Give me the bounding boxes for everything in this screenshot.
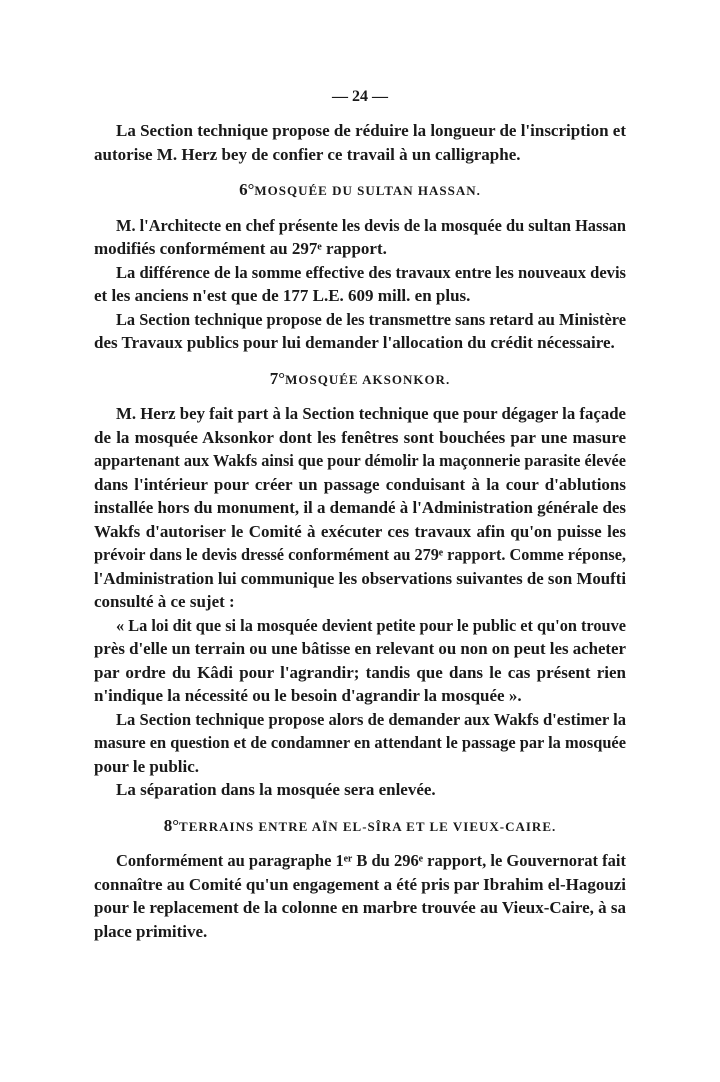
text-line: modifiés conformément au 297ᵉ rapport. xyxy=(94,239,387,258)
paragraph-line xyxy=(94,285,626,307)
text-line: La Section technique propose de réduire la longueur de l'inscription et xyxy=(116,121,626,140)
text-line: masure en question et de condamner en attendant le passage par la mosquée xyxy=(94,733,626,752)
paragraph-line xyxy=(94,921,626,943)
paragraph-line xyxy=(94,756,626,778)
text-line: pour le replacement de la colonne en marbre trouvée au Vieux-Caire, à sa xyxy=(94,898,626,917)
paragraph-first-line xyxy=(94,120,626,142)
text-line: près d'elle un terrain ou une bâtisse en relevant ou non on peut les acheter xyxy=(94,639,626,658)
section-heading xyxy=(94,368,626,390)
paragraph-first-line xyxy=(94,615,626,637)
text-line: des Travaux publics pour lui demander l'allocation du crédit nécessaire. xyxy=(94,333,615,352)
paragraph-line xyxy=(94,568,626,590)
paragraph-line xyxy=(94,144,626,166)
section-heading xyxy=(94,815,626,837)
text-line: prévoir dans le devis dressé conformément au 279ᵉ rapport. Comme réponse, xyxy=(94,545,626,564)
section-number: 6° xyxy=(239,180,255,199)
paragraph-line xyxy=(94,685,626,707)
paragraph-line xyxy=(94,591,626,613)
section-title: MOSQUÉE DU SULTAN HASSAN. xyxy=(254,183,481,198)
text-line: l'Administration lui communique les observations suivantes de son Moufti xyxy=(94,568,626,588)
text-line: Wakfs d'autoriser le Comité à exécuter ces travaux afin qu'on puisse les xyxy=(94,521,626,541)
paragraph-line xyxy=(94,638,626,660)
text-line: de la mosquée Aksonkor dont les fenêtres sont bouchées par une masure xyxy=(94,427,626,447)
section-title: TERRAINS ENTRE AÏN EL-SÎRA ET LE VIEUX-CAIRE. xyxy=(179,818,557,834)
paragraph-line xyxy=(94,238,626,260)
paragraph-line xyxy=(94,474,626,496)
section-heading xyxy=(94,179,626,201)
paragraph-line xyxy=(94,427,626,449)
text-line: dans l'intérieur pour créer un passage conduisant à la cour d'ablutions xyxy=(94,474,626,494)
section-title: MOSQUÉE AKSONKOR. xyxy=(285,371,451,387)
text-line: installée hors du monument, il a demandé à l'Administration générale des xyxy=(94,498,626,517)
section-number: 8° xyxy=(163,815,180,835)
text-line: La Section technique propose alors de demander aux Wakfs d'estimer la xyxy=(116,709,626,729)
paragraph-line xyxy=(94,732,626,754)
paragraph-first-line xyxy=(94,403,626,425)
paragraph-first-line xyxy=(94,850,626,872)
text-line: connaître au Comité qu'un engagement a été pris par Ibrahim el-Hagouzi xyxy=(94,874,626,894)
paragraph-first-line xyxy=(94,262,626,284)
text-line: n'indique la nécessité ou le besoin d'agrandir la mosquée ». xyxy=(94,686,522,705)
text-line: M. Herz bey fait part à la Section technique que pour dégager la façade xyxy=(116,404,626,423)
paragraph-line xyxy=(94,544,626,566)
text-line: La Section technique propose de les transmettre sans retard au Ministère xyxy=(116,309,626,329)
paragraph-line xyxy=(94,332,626,354)
text-line: La séparation dans la mosquée sera enlevée. xyxy=(116,780,436,799)
paragraph-first-line xyxy=(94,709,626,731)
text-line: M. l'Architecte en chef présente les devis de la mosquée du sultan Hassan xyxy=(116,215,626,235)
paragraph-line xyxy=(94,521,626,543)
paragraph-first-line xyxy=(94,215,626,237)
paragraph-line xyxy=(94,874,626,896)
paragraph-first-line xyxy=(94,779,626,801)
page-number: — 24 — xyxy=(332,88,388,105)
text-line: et les anciens n'est que de 177 L.E. 609 mill. en plus. xyxy=(94,286,471,305)
text-line: « La loi dit que si la mosquée devient petite pour le public et qu'on trouve xyxy=(116,615,626,635)
text-line: Conformément au paragraphe 1ᵉʳ B du 296ᵉ rapport, le Gouvernorat fait xyxy=(116,851,626,870)
text-line: appartenant aux Wakfs ainsi que pour démolir la maçonnerie parasite élevée xyxy=(94,451,626,470)
paragraph-line xyxy=(94,897,626,919)
text-line: par ordre du Kâdi pour l'agrandir; tandis que dans le cas présent rien xyxy=(94,662,626,682)
text-line: La différence de la somme effective des travaux entre les nouveaux devis xyxy=(116,262,626,282)
paragraph-line xyxy=(94,662,626,684)
text-line: place primitive. xyxy=(94,921,208,941)
paragraph-line xyxy=(94,497,626,519)
paragraph-line xyxy=(94,450,626,472)
text-line: autorise M. Herz bey de confier ce travail à un calligraphe. xyxy=(94,144,521,164)
text-line: consulté à ce sujet : xyxy=(94,592,235,611)
text-line: pour le public. xyxy=(94,756,200,776)
section-number: 7° xyxy=(269,368,286,388)
paragraph-first-line xyxy=(94,309,626,331)
